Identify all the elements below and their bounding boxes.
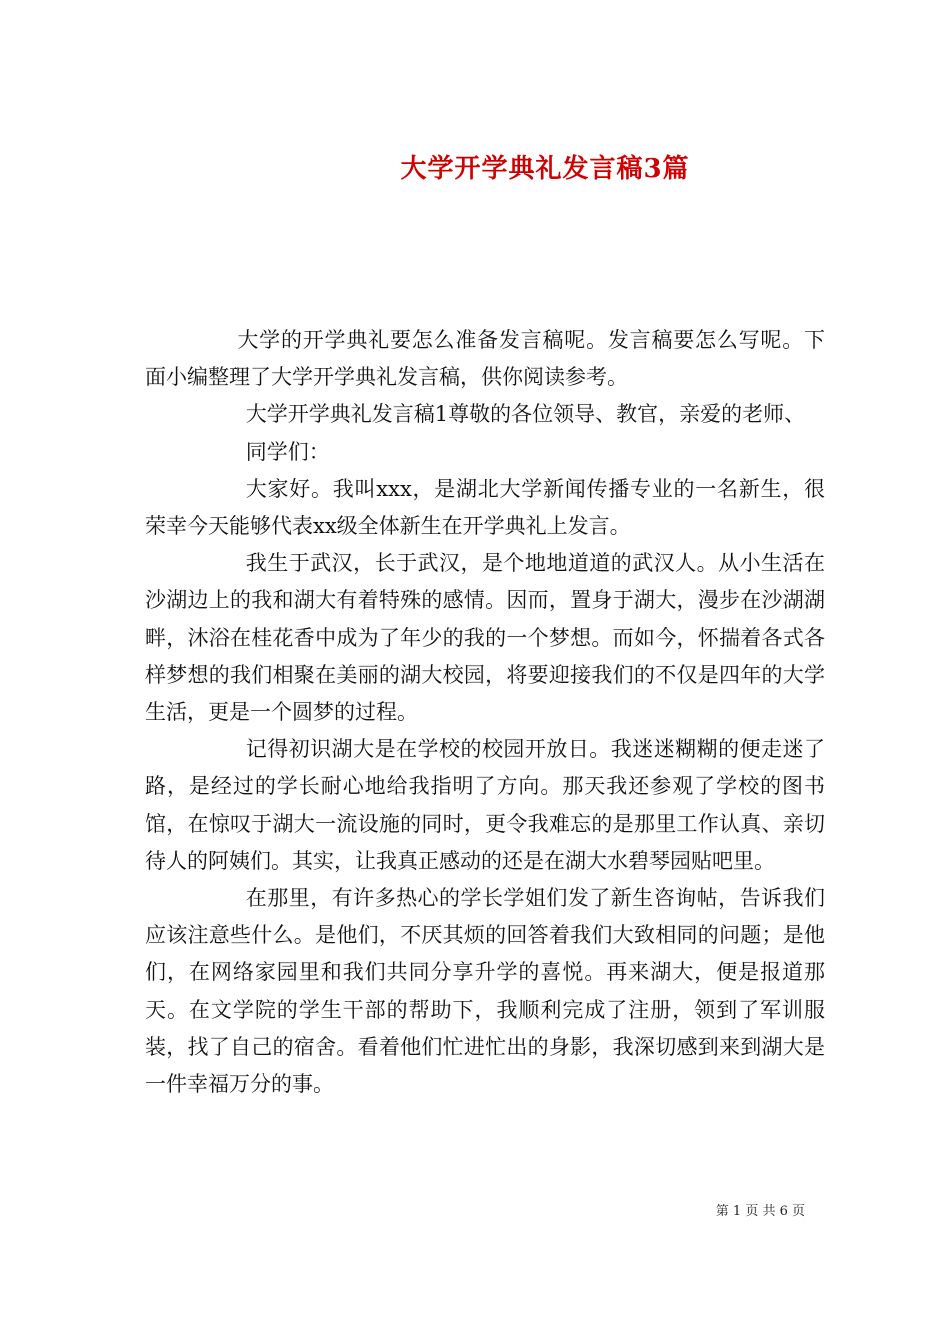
document-body: [145, 322, 825, 1103]
paragraph-forum: 在那里，有许多热心的学长学姐们发了新生咨询帖，告诉我们应该注意些什么。是他们，不厌其烦的回答着我们大致相同的问题；是他们，在网络家园里和我们共同分享升学的喜悦。再来湖大，便是报道那天。在文学院的学生干部的帮助下，我顺利完成了注册，领到了军训服装，找了自己的宿舍。看着他们忙进忙出的身影，我深切感到来到湖大是一件幸福万分的事。: [145, 886, 825, 1097]
paragraph-hometown: 我生于武汉，长于武汉，是个地地道道的武汉人。从小生活在沙湖边上的我和湖大有着特殊的感情。因而，置身于湖大，漫步在沙湖湖畔，沐浴在桂花香中成为了年少的我的一个梦想。而如今，怀揣着各式各样梦想的我们相聚在美丽的湖大校园，将要迎接我们的不仅是四年的大学生活，更是一个圆梦的过程。: [145, 551, 825, 725]
paragraph-intro: 大学的开学典礼要怎么准备发言稿呢。发言稿要怎么写呢。下面小编整理了大学开学典礼发言稿，供你阅读参考。: [145, 328, 825, 390]
paragraph-speech-heading: 大学开学典礼发言稿1尊敬的各位领导、教官，亲爱的老师、: [245, 402, 806, 427]
paragraph-first-visit: 记得初识湖大是在学校的校园开放日。我迷迷糊糊的便走迷了路，是经过的学长耐心地给我指明了方向。那天我还参观了学校的图书馆，在惊叹于湖大一流设施的同时，更令我难忘的是那里工作认真、亲切待人的阿姨们。其实，让我真正感动的还是在湖大水碧琴园贴吧里。: [145, 737, 825, 873]
document-title: 大学开学典礼发言稿3篇: [400, 154, 690, 185]
paragraph-greeting: 大家好。我叫xxx，是湖北大学新闻传播专业的一名新生，很荣幸今天能够代表xx级全体新生在开学典礼上发言。: [145, 476, 825, 539]
paragraph-salutation: 同学们：: [245, 439, 330, 464]
page-number-footer: 第 1 页 共 6 页: [715, 1204, 805, 1219]
